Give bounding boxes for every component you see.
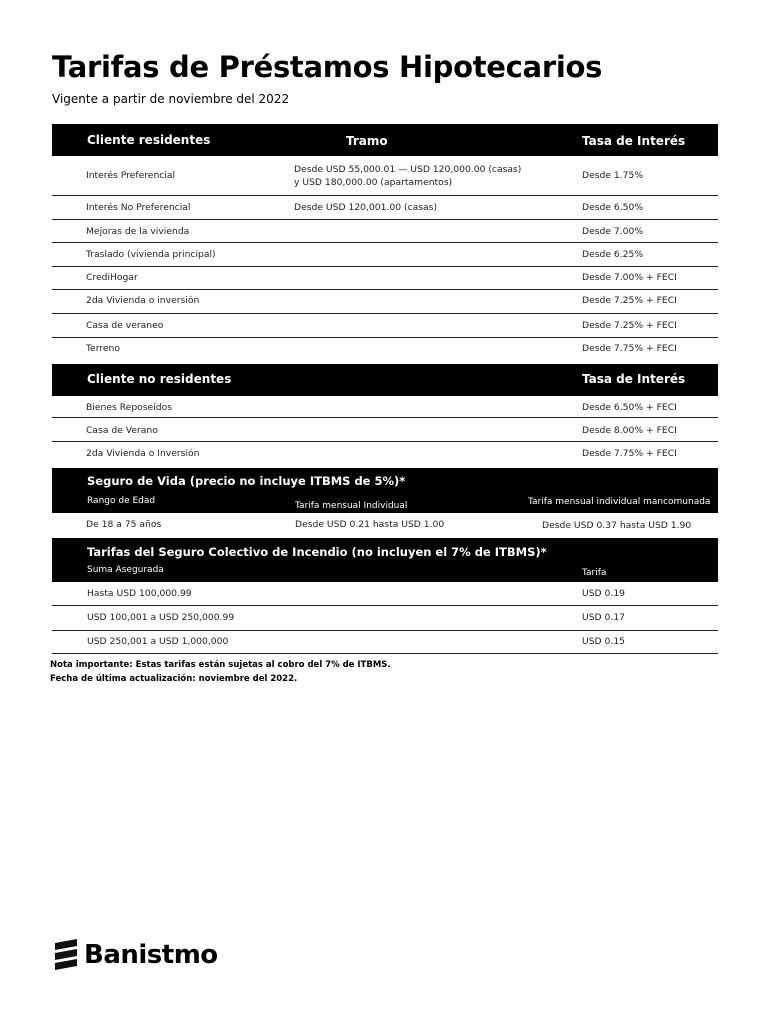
- row-sum: USD 100,001 a USD 250,000.99: [87, 612, 235, 623]
- table-row: [52, 196, 718, 220]
- table-row: [52, 290, 718, 314]
- row-name: 2da Vivienda o Inversión: [86, 448, 200, 459]
- seguro-vida-table: [52, 468, 718, 538]
- row-name: Bienes Reposeídos: [86, 402, 172, 413]
- row-rate: USD 0.19: [582, 588, 626, 599]
- row-rate: Desde 8.00% + FECI: [582, 425, 677, 436]
- row-rate: USD 0.17: [582, 612, 626, 623]
- row-name: CrediHogar: [86, 272, 138, 283]
- residentes-table: [52, 124, 718, 355]
- row-rate: Desde 7.00% + FECI: [582, 272, 677, 283]
- header-suma-asegurada: Suma Asegurada: [87, 565, 164, 575]
- row-rate: Desde 7.25% + FECI: [582, 295, 677, 306]
- residentes-header: [52, 124, 718, 156]
- brand-logo: [52, 938, 218, 972]
- table-row: [52, 156, 718, 196]
- row-name: 2da Vivienda o inversión: [86, 295, 200, 306]
- row-tramo: Desde USD 55,000.01 — USD 120,000.00 (casas): [294, 164, 522, 175]
- row-mancomunada: Desde USD 0.37 hasta USD 1.90: [542, 520, 692, 531]
- table-row: [52, 267, 718, 290]
- table-row: [52, 243, 718, 267]
- seguro-incendio-title: Tarifas del Seguro Colectivo de Incendio (no incluyen el 7% de ITBMS)*: [87, 545, 547, 559]
- row-sum: Hasta USD 100,000.99: [87, 588, 192, 599]
- no-residentes-table: [52, 364, 718, 470]
- table-row: [52, 396, 718, 418]
- row-name: Casa de veraneo: [86, 320, 164, 331]
- row-rate: Desde 6.25%: [582, 249, 644, 260]
- seguro-vida-title: Seguro de Vida (precio no incluye ITBMS de 5%)*: [87, 474, 406, 488]
- header-tasa: Tasa de Interés: [582, 134, 686, 148]
- page-subtitle: Vigente a partir de noviembre del 2022: [52, 92, 290, 106]
- notes: [50, 658, 391, 686]
- row-rate: Desde 7.25% + FECI: [582, 320, 677, 331]
- header-tramo: Tramo: [346, 134, 388, 148]
- header-cliente-no-res: Cliente no residentes: [87, 372, 232, 386]
- row-name: Interés No Preferencial: [86, 202, 191, 213]
- row-name: Casa de Verano: [86, 425, 158, 436]
- seguro-vida-header: [52, 468, 718, 513]
- seguro-incendio-table: [52, 538, 718, 654]
- header-rango-edad: Rango de Edad: [87, 496, 156, 506]
- brand-name: Banistmo: [84, 940, 218, 970]
- row-name: Interés Preferencial: [86, 170, 176, 181]
- row-rate: Desde 6.50% + FECI: [582, 402, 677, 413]
- table-row: [52, 631, 718, 654]
- banistmo-logo-icon: [52, 938, 80, 972]
- header-tarifa-mancomunada: Tarifa mensual individual mancomunada: [528, 497, 711, 507]
- seguro-incendio-header: [52, 538, 718, 582]
- table-row: [52, 314, 718, 338]
- table-row: [52, 513, 718, 538]
- table-row: [52, 582, 718, 606]
- table-row: [52, 220, 718, 243]
- row-rate: Desde 7.00%: [582, 226, 644, 237]
- table-row: [52, 338, 718, 355]
- table-row: [52, 418, 718, 442]
- page-title: Tarifas de Préstamos Hipotecarios: [52, 50, 603, 84]
- row-sum: USD 250,001 a USD 1,000,000: [87, 636, 229, 647]
- row-name: Traslado (vivienda principal): [86, 249, 216, 260]
- table-row: [52, 606, 718, 631]
- header-tasa-no-res: Tasa de Interés: [582, 372, 686, 386]
- row-rate: Desde 6.50%: [582, 202, 644, 213]
- row-range: De 18 a 75 años: [86, 519, 162, 530]
- row-rate: Desde 7.75% + FECI: [582, 448, 677, 459]
- table-row: [52, 442, 718, 470]
- header-cliente: Cliente residentes: [87, 133, 211, 147]
- row-rate: Desde 7.75% + FECI: [582, 343, 677, 354]
- header-tarifa-individual: Tarifa mensual Individual: [295, 501, 408, 511]
- row-name: Mejoras de la vivienda: [86, 226, 190, 237]
- row-individual: Desde USD 0.21 hasta USD 1.00: [295, 519, 445, 530]
- row-name: Terreno: [86, 343, 120, 354]
- row-tramo-2: y USD 180,000.00 (apartamentos): [294, 177, 453, 188]
- header-tarifa: Tarifa: [582, 568, 607, 578]
- no-residentes-header: [52, 364, 718, 396]
- row-tramo: Desde USD 120,001.00 (casas): [294, 202, 438, 213]
- row-rate: USD 0.15: [582, 636, 626, 647]
- note-fecha: Fecha de última actualización: noviembre del 2022.: [50, 674, 298, 684]
- note-importante: Nota importante: Estas tarifas están sujetas al cobro del 7% de ITBMS.: [50, 660, 391, 670]
- row-rate: Desde 1.75%: [582, 170, 644, 181]
